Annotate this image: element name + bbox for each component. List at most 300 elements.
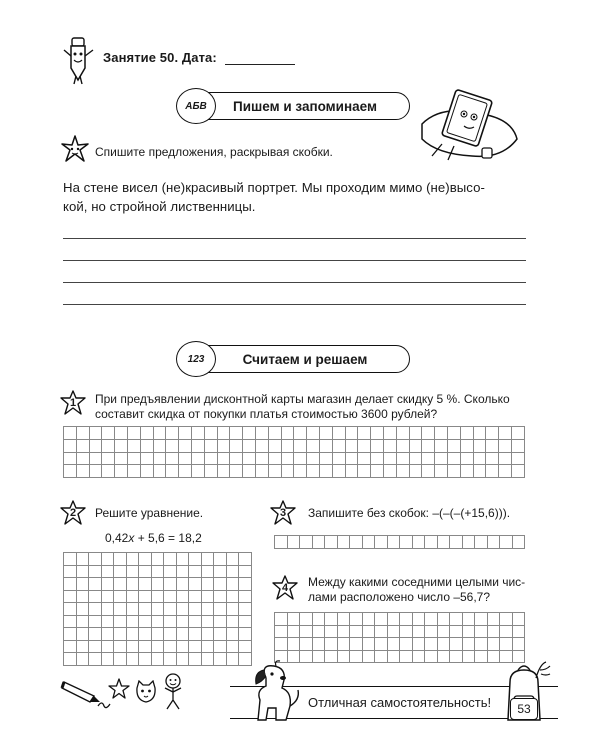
grid-cell[interactable] bbox=[320, 427, 333, 440]
grid-cell[interactable] bbox=[450, 613, 463, 626]
grid-cell[interactable] bbox=[320, 440, 333, 453]
grid-cell[interactable] bbox=[239, 553, 252, 566]
grid-cell[interactable] bbox=[202, 616, 215, 629]
grid-cell[interactable] bbox=[488, 638, 501, 651]
grid-cell[interactable] bbox=[371, 440, 384, 453]
grid-cell[interactable] bbox=[384, 465, 397, 478]
grid-cell[interactable] bbox=[513, 638, 526, 651]
grid-cell[interactable] bbox=[179, 427, 192, 440]
grid-cell[interactable] bbox=[164, 653, 177, 666]
grid-cell[interactable] bbox=[177, 578, 190, 591]
grid-cell[interactable] bbox=[114, 628, 127, 641]
grid-cell[interactable] bbox=[410, 440, 423, 453]
grid-cell[interactable] bbox=[513, 626, 526, 639]
grid-cell[interactable] bbox=[474, 453, 487, 466]
grid-cell[interactable] bbox=[435, 427, 448, 440]
grid-cell[interactable] bbox=[89, 641, 102, 654]
grid-cell[interactable] bbox=[499, 427, 512, 440]
grid-cell[interactable] bbox=[288, 638, 301, 651]
grid-cell[interactable] bbox=[294, 440, 307, 453]
grid-cell[interactable] bbox=[179, 453, 192, 466]
grid-cell[interactable] bbox=[64, 453, 77, 466]
grid-cell[interactable] bbox=[77, 553, 90, 566]
grid-cell[interactable] bbox=[139, 641, 152, 654]
grid-cell[interactable] bbox=[230, 465, 243, 478]
grid-cell[interactable] bbox=[400, 536, 413, 549]
grid-cell[interactable] bbox=[214, 616, 227, 629]
writing-line[interactable] bbox=[63, 238, 526, 239]
grid-cell[interactable] bbox=[214, 641, 227, 654]
grid-cell[interactable] bbox=[114, 641, 127, 654]
grid-cell[interactable] bbox=[152, 628, 165, 641]
grid-cell[interactable] bbox=[102, 591, 115, 604]
grid-cell[interactable] bbox=[214, 603, 227, 616]
grid-cell[interactable] bbox=[363, 651, 376, 664]
grid-cell[interactable] bbox=[325, 626, 338, 639]
grid-cell[interactable] bbox=[152, 603, 165, 616]
grid-cell[interactable] bbox=[488, 651, 501, 664]
grid-cell[interactable] bbox=[512, 453, 525, 466]
grid-cell[interactable] bbox=[152, 578, 165, 591]
grid-cell[interactable] bbox=[127, 566, 140, 579]
grid-cell[interactable] bbox=[307, 427, 320, 440]
grid-cell[interactable] bbox=[448, 453, 461, 466]
grid-cell[interactable] bbox=[114, 566, 127, 579]
grid-cell[interactable] bbox=[77, 616, 90, 629]
grid-cell[interactable] bbox=[77, 603, 90, 616]
grid-cell[interactable] bbox=[325, 536, 338, 549]
grid-cell[interactable] bbox=[400, 613, 413, 626]
grid-cell[interactable] bbox=[127, 628, 140, 641]
answer-grid-task4[interactable] bbox=[274, 612, 525, 663]
grid-cell[interactable] bbox=[294, 453, 307, 466]
grid-cell[interactable] bbox=[422, 427, 435, 440]
grid-cell[interactable] bbox=[325, 638, 338, 651]
grid-cell[interactable] bbox=[350, 613, 363, 626]
grid-cell[interactable] bbox=[294, 465, 307, 478]
grid-cell[interactable] bbox=[338, 536, 351, 549]
grid-cell[interactable] bbox=[218, 465, 231, 478]
grid-cell[interactable] bbox=[205, 427, 218, 440]
grid-cell[interactable] bbox=[463, 651, 476, 664]
grid-cell[interactable] bbox=[422, 453, 435, 466]
grid-cell[interactable] bbox=[192, 465, 205, 478]
grid-cell[interactable] bbox=[410, 453, 423, 466]
grid-cell[interactable] bbox=[313, 536, 326, 549]
grid-cell[interactable] bbox=[227, 616, 240, 629]
grid-cell[interactable] bbox=[115, 453, 128, 466]
grid-cell[interactable] bbox=[422, 465, 435, 478]
grid-cell[interactable] bbox=[164, 603, 177, 616]
grid-cell[interactable] bbox=[152, 641, 165, 654]
grid-cell[interactable] bbox=[218, 440, 231, 453]
grid-cell[interactable] bbox=[448, 465, 461, 478]
grid-cell[interactable] bbox=[486, 453, 499, 466]
grid-cell[interactable] bbox=[141, 440, 154, 453]
grid-cell[interactable] bbox=[64, 603, 77, 616]
grid-cell[interactable] bbox=[375, 536, 388, 549]
grid-cell[interactable] bbox=[375, 613, 388, 626]
grid-cell[interactable] bbox=[102, 653, 115, 666]
grid-cell[interactable] bbox=[307, 453, 320, 466]
grid-cell[interactable] bbox=[425, 536, 438, 549]
grid-cell[interactable] bbox=[375, 638, 388, 651]
grid-cell[interactable] bbox=[164, 553, 177, 566]
grid-cell[interactable] bbox=[90, 440, 103, 453]
grid-cell[interactable] bbox=[499, 465, 512, 478]
grid-cell[interactable] bbox=[154, 453, 167, 466]
grid-cell[interactable] bbox=[300, 613, 313, 626]
grid-cell[interactable] bbox=[202, 591, 215, 604]
grid-cell[interactable] bbox=[363, 613, 376, 626]
grid-cell[interactable] bbox=[288, 613, 301, 626]
grid-cell[interactable] bbox=[166, 453, 179, 466]
grid-cell[interactable] bbox=[275, 626, 288, 639]
grid-cell[interactable] bbox=[164, 591, 177, 604]
grid-cell[interactable] bbox=[89, 628, 102, 641]
grid-cell[interactable] bbox=[177, 616, 190, 629]
grid-cell[interactable] bbox=[177, 591, 190, 604]
grid-cell[interactable] bbox=[413, 536, 426, 549]
grid-cell[interactable] bbox=[115, 427, 128, 440]
grid-cell[interactable] bbox=[475, 536, 488, 549]
grid-cell[interactable] bbox=[346, 427, 359, 440]
grid-cell[interactable] bbox=[413, 651, 426, 664]
grid-cell[interactable] bbox=[438, 626, 451, 639]
grid-cell[interactable] bbox=[127, 653, 140, 666]
grid-cell[interactable] bbox=[288, 536, 301, 549]
grid-cell[interactable] bbox=[179, 465, 192, 478]
grid-cell[interactable] bbox=[413, 613, 426, 626]
grid-cell[interactable] bbox=[102, 553, 115, 566]
grid-cell[interactable] bbox=[64, 591, 77, 604]
grid-cell[interactable] bbox=[141, 427, 154, 440]
grid-cell[interactable] bbox=[363, 626, 376, 639]
grid-cell[interactable] bbox=[202, 641, 215, 654]
grid-cell[interactable] bbox=[307, 440, 320, 453]
grid-cell[interactable] bbox=[64, 653, 77, 666]
grid-cell[interactable] bbox=[400, 638, 413, 651]
grid-cell[interactable] bbox=[239, 591, 252, 604]
grid-cell[interactable] bbox=[102, 603, 115, 616]
grid-cell[interactable] bbox=[164, 641, 177, 654]
grid-cell[interactable] bbox=[152, 616, 165, 629]
grid-cell[interactable] bbox=[64, 616, 77, 629]
grid-cell[interactable] bbox=[488, 626, 501, 639]
grid-cell[interactable] bbox=[512, 465, 525, 478]
grid-cell[interactable] bbox=[499, 453, 512, 466]
grid-cell[interactable] bbox=[243, 453, 256, 466]
grid-cell[interactable] bbox=[475, 638, 488, 651]
grid-cell[interactable] bbox=[333, 453, 346, 466]
grid-cell[interactable] bbox=[325, 651, 338, 664]
grid-cell[interactable] bbox=[202, 628, 215, 641]
grid-cell[interactable] bbox=[166, 440, 179, 453]
grid-cell[interactable] bbox=[139, 591, 152, 604]
grid-cell[interactable] bbox=[127, 553, 140, 566]
grid-cell[interactable] bbox=[214, 578, 227, 591]
grid-cell[interactable] bbox=[463, 613, 476, 626]
grid-cell[interactable] bbox=[499, 440, 512, 453]
grid-cell[interactable] bbox=[363, 536, 376, 549]
grid-cell[interactable] bbox=[64, 465, 77, 478]
grid-cell[interactable] bbox=[239, 578, 252, 591]
grid-cell[interactable] bbox=[320, 453, 333, 466]
grid-cell[interactable] bbox=[512, 440, 525, 453]
grid-cell[interactable] bbox=[338, 626, 351, 639]
grid-cell[interactable] bbox=[77, 591, 90, 604]
grid-cell[interactable] bbox=[294, 427, 307, 440]
grid-cell[interactable] bbox=[282, 453, 295, 466]
grid-cell[interactable] bbox=[384, 453, 397, 466]
grid-cell[interactable] bbox=[500, 626, 513, 639]
grid-cell[interactable] bbox=[102, 453, 115, 466]
grid-cell[interactable] bbox=[202, 566, 215, 579]
grid-cell[interactable] bbox=[177, 603, 190, 616]
grid-cell[interactable] bbox=[313, 613, 326, 626]
grid-cell[interactable] bbox=[500, 638, 513, 651]
writing-line[interactable] bbox=[63, 260, 526, 261]
grid-cell[interactable] bbox=[486, 427, 499, 440]
grid-cell[interactable] bbox=[358, 427, 371, 440]
grid-cell[interactable] bbox=[397, 427, 410, 440]
grid-cell[interactable] bbox=[139, 578, 152, 591]
grid-cell[interactable] bbox=[77, 653, 90, 666]
grid-cell[interactable] bbox=[115, 440, 128, 453]
grid-cell[interactable] bbox=[89, 653, 102, 666]
grid-cell[interactable] bbox=[397, 453, 410, 466]
grid-cell[interactable] bbox=[102, 566, 115, 579]
grid-cell[interactable] bbox=[307, 465, 320, 478]
grid-cell[interactable] bbox=[205, 440, 218, 453]
grid-cell[interactable] bbox=[350, 626, 363, 639]
grid-cell[interactable] bbox=[513, 613, 526, 626]
grid-cell[interactable] bbox=[239, 641, 252, 654]
grid-cell[interactable] bbox=[64, 566, 77, 579]
grid-cell[interactable] bbox=[189, 628, 202, 641]
grid-cell[interactable] bbox=[102, 440, 115, 453]
grid-cell[interactable] bbox=[375, 626, 388, 639]
grid-cell[interactable] bbox=[128, 440, 141, 453]
grid-cell[interactable] bbox=[371, 453, 384, 466]
grid-cell[interactable] bbox=[269, 465, 282, 478]
grid-cell[interactable] bbox=[435, 453, 448, 466]
grid-cell[interactable] bbox=[89, 553, 102, 566]
grid-cell[interactable] bbox=[89, 566, 102, 579]
grid-cell[interactable] bbox=[358, 453, 371, 466]
grid-cell[interactable] bbox=[513, 536, 526, 549]
grid-cell[interactable] bbox=[474, 465, 487, 478]
grid-cell[interactable] bbox=[333, 465, 346, 478]
grid-cell[interactable] bbox=[227, 578, 240, 591]
grid-cell[interactable] bbox=[333, 427, 346, 440]
grid-cell[interactable] bbox=[189, 616, 202, 629]
grid-cell[interactable] bbox=[333, 440, 346, 453]
grid-cell[interactable] bbox=[192, 440, 205, 453]
grid-cell[interactable] bbox=[64, 641, 77, 654]
grid-cell[interactable] bbox=[375, 651, 388, 664]
grid-cell[interactable] bbox=[425, 626, 438, 639]
grid-cell[interactable] bbox=[400, 651, 413, 664]
grid-cell[interactable] bbox=[275, 638, 288, 651]
grid-cell[interactable] bbox=[425, 638, 438, 651]
grid-cell[interactable] bbox=[413, 638, 426, 651]
grid-cell[interactable] bbox=[214, 566, 227, 579]
grid-cell[interactable] bbox=[128, 465, 141, 478]
grid-cell[interactable] bbox=[300, 536, 313, 549]
grid-cell[interactable] bbox=[164, 628, 177, 641]
grid-cell[interactable] bbox=[239, 603, 252, 616]
grid-cell[interactable] bbox=[177, 653, 190, 666]
grid-cell[interactable] bbox=[438, 613, 451, 626]
grid-cell[interactable] bbox=[300, 626, 313, 639]
grid-cell[interactable] bbox=[154, 427, 167, 440]
grid-cell[interactable] bbox=[384, 427, 397, 440]
grid-cell[interactable] bbox=[166, 465, 179, 478]
grid-cell[interactable] bbox=[256, 465, 269, 478]
grid-cell[interactable] bbox=[214, 653, 227, 666]
grid-cell[interactable] bbox=[227, 641, 240, 654]
grid-cell[interactable] bbox=[461, 440, 474, 453]
grid-cell[interactable] bbox=[371, 427, 384, 440]
grid-cell[interactable] bbox=[358, 465, 371, 478]
grid-cell[interactable] bbox=[397, 465, 410, 478]
grid-cell[interactable] bbox=[384, 440, 397, 453]
grid-cell[interactable] bbox=[166, 427, 179, 440]
grid-cell[interactable] bbox=[346, 465, 359, 478]
grid-cell[interactable] bbox=[282, 440, 295, 453]
grid-cell[interactable] bbox=[450, 626, 463, 639]
grid-cell[interactable] bbox=[202, 603, 215, 616]
grid-cell[interactable] bbox=[230, 453, 243, 466]
grid-cell[interactable] bbox=[438, 651, 451, 664]
grid-cell[interactable] bbox=[214, 628, 227, 641]
grid-cell[interactable] bbox=[202, 578, 215, 591]
grid-cell[interactable] bbox=[141, 453, 154, 466]
grid-cell[interactable] bbox=[313, 638, 326, 651]
answer-grid-task3[interactable] bbox=[274, 535, 525, 549]
grid-cell[interactable] bbox=[192, 427, 205, 440]
grid-cell[interactable] bbox=[139, 628, 152, 641]
grid-cell[interactable] bbox=[230, 427, 243, 440]
grid-cell[interactable] bbox=[128, 453, 141, 466]
grid-cell[interactable] bbox=[438, 536, 451, 549]
grid-cell[interactable] bbox=[227, 628, 240, 641]
grid-cell[interactable] bbox=[363, 638, 376, 651]
grid-cell[interactable] bbox=[243, 440, 256, 453]
grid-cell[interactable] bbox=[154, 440, 167, 453]
grid-cell[interactable] bbox=[177, 628, 190, 641]
grid-cell[interactable] bbox=[435, 440, 448, 453]
grid-cell[interactable] bbox=[256, 440, 269, 453]
grid-cell[interactable] bbox=[139, 603, 152, 616]
grid-cell[interactable] bbox=[128, 427, 141, 440]
grid-cell[interactable] bbox=[102, 465, 115, 478]
grid-cell[interactable] bbox=[486, 440, 499, 453]
grid-cell[interactable] bbox=[114, 653, 127, 666]
writing-line[interactable] bbox=[63, 282, 526, 283]
grid-cell[interactable] bbox=[338, 638, 351, 651]
grid-cell[interactable] bbox=[388, 626, 401, 639]
grid-cell[interactable] bbox=[139, 616, 152, 629]
grid-cell[interactable] bbox=[269, 440, 282, 453]
grid-cell[interactable] bbox=[230, 440, 243, 453]
grid-cell[interactable] bbox=[202, 653, 215, 666]
grid-cell[interactable] bbox=[227, 591, 240, 604]
grid-cell[interactable] bbox=[410, 427, 423, 440]
grid-cell[interactable] bbox=[214, 553, 227, 566]
grid-cell[interactable] bbox=[410, 465, 423, 478]
grid-cell[interactable] bbox=[475, 626, 488, 639]
grid-cell[interactable] bbox=[164, 578, 177, 591]
grid-cell[interactable] bbox=[64, 578, 77, 591]
grid-cell[interactable] bbox=[218, 453, 231, 466]
grid-cell[interactable] bbox=[89, 578, 102, 591]
grid-cell[interactable] bbox=[256, 427, 269, 440]
grid-cell[interactable] bbox=[139, 653, 152, 666]
grid-cell[interactable] bbox=[102, 427, 115, 440]
grid-cell[interactable] bbox=[512, 427, 525, 440]
grid-cell[interactable] bbox=[127, 591, 140, 604]
grid-cell[interactable] bbox=[114, 591, 127, 604]
grid-cell[interactable] bbox=[350, 651, 363, 664]
grid-cell[interactable] bbox=[141, 465, 154, 478]
grid-cell[interactable] bbox=[102, 616, 115, 629]
grid-cell[interactable] bbox=[350, 536, 363, 549]
grid-cell[interactable] bbox=[227, 553, 240, 566]
grid-cell[interactable] bbox=[177, 641, 190, 654]
grid-cell[interactable] bbox=[77, 427, 90, 440]
grid-cell[interactable] bbox=[218, 427, 231, 440]
grid-cell[interactable] bbox=[64, 427, 77, 440]
grid-cell[interactable] bbox=[435, 465, 448, 478]
grid-cell[interactable] bbox=[89, 591, 102, 604]
grid-cell[interactable] bbox=[179, 440, 192, 453]
grid-cell[interactable] bbox=[89, 603, 102, 616]
grid-cell[interactable] bbox=[486, 465, 499, 478]
grid-cell[interactable] bbox=[256, 453, 269, 466]
grid-cell[interactable] bbox=[448, 427, 461, 440]
grid-cell[interactable] bbox=[397, 440, 410, 453]
grid-cell[interactable] bbox=[102, 578, 115, 591]
grid-cell[interactable] bbox=[275, 613, 288, 626]
grid-cell[interactable] bbox=[152, 653, 165, 666]
grid-cell[interactable] bbox=[269, 453, 282, 466]
grid-cell[interactable] bbox=[189, 591, 202, 604]
grid-cell[interactable] bbox=[154, 465, 167, 478]
grid-cell[interactable] bbox=[338, 613, 351, 626]
grid-cell[interactable] bbox=[114, 603, 127, 616]
grid-cell[interactable] bbox=[90, 453, 103, 466]
grid-cell[interactable] bbox=[64, 553, 77, 566]
grid-cell[interactable] bbox=[461, 465, 474, 478]
grid-cell[interactable] bbox=[189, 653, 202, 666]
grid-cell[interactable] bbox=[450, 536, 463, 549]
grid-cell[interactable] bbox=[202, 553, 215, 566]
grid-cell[interactable] bbox=[422, 440, 435, 453]
grid-cell[interactable] bbox=[189, 603, 202, 616]
grid-cell[interactable] bbox=[475, 613, 488, 626]
grid-cell[interactable] bbox=[388, 638, 401, 651]
grid-cell[interactable] bbox=[227, 566, 240, 579]
grid-cell[interactable] bbox=[77, 628, 90, 641]
grid-cell[interactable] bbox=[152, 566, 165, 579]
grid-cell[interactable] bbox=[500, 613, 513, 626]
grid-cell[interactable] bbox=[205, 465, 218, 478]
grid-cell[interactable] bbox=[243, 427, 256, 440]
grid-cell[interactable] bbox=[205, 453, 218, 466]
grid-cell[interactable] bbox=[164, 616, 177, 629]
